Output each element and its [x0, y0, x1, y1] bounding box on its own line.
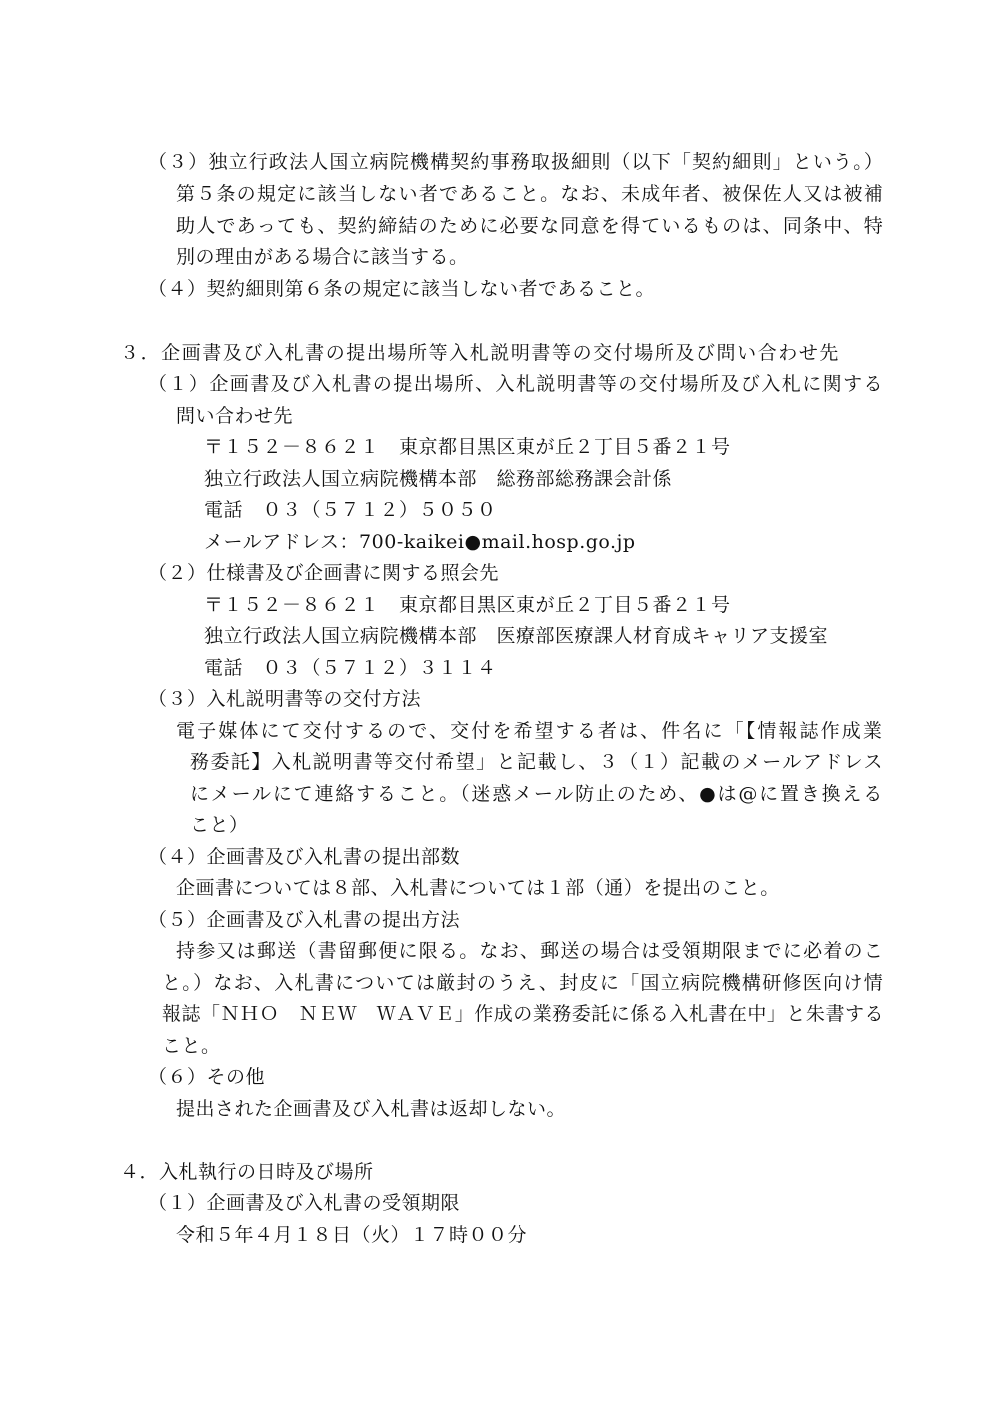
text-line-s3-5-a: 持参又は郵送（書留郵便に限る。なお、郵送の場合は受領期限までに必着のこ	[176, 940, 884, 962]
text-line-s3-6-a: 提出された企画書及び入札書は返却しない。	[176, 1098, 567, 1120]
deadline-line: 令和５年４月１８日（火）１７時００分	[176, 1224, 528, 1246]
text-line-3-3-b: 第５条の規定に該当しない者であること。なお、未成年者、被保佐人又は被補	[176, 183, 884, 205]
text-line-s3-5: （５）企画書及び入札書の提出方法	[148, 909, 461, 931]
text-line-s3-6: （６）その他	[148, 1066, 266, 1088]
text-line-s3-3-b: 務委託】入札説明書等交付希望」と記載し、３（１）記載のメールアドレス	[190, 751, 884, 773]
text-line-s3-3-a: 電子媒体にて交付するので、交付を希望する者は、件名に「【情報誌作成業	[176, 720, 884, 742]
text-line-s3-4: （４）企画書及び入札書の提出部数	[148, 846, 461, 868]
text-line-3-3-a: （３）独立行政法人国立病院機構契約事務取扱細則（以下「契約細則」という。）	[148, 151, 884, 173]
text-line-s3-5-d: こと。	[162, 1035, 221, 1057]
text-line-s3-5-c: 報誌「ＮＨＯ ＮＥＷ ＷＡＶＥ」作成の業務委託に係る入札書在中」と朱書する	[162, 1003, 884, 1025]
phone-line-1: 電話 ０３（５７１２）５０５０	[204, 499, 497, 521]
text-line-3-4: （４）契約細則第６条の規定に該当しない者であること。	[148, 278, 656, 300]
text-line-s3-5-b: と。）なお、入札書については厳封のうえ、封皮に「国立病院機構研修医向け情	[162, 972, 884, 994]
address-line-1: 〒１５２－８６２１ 東京都目黒区東が丘２丁目５番２１号	[204, 436, 731, 458]
text-line-s3-1-a: （１）企画書及び入札書の提出場所、入札説明書等の交付場所及び入札に関する	[148, 373, 884, 395]
section-3-heading: ３．企画書及び入札書の提出場所等入札説明書等の交付場所及び問い合わせ先	[120, 342, 840, 364]
address-line-2: 〒１５２－８６２１ 東京都目黒区東が丘２丁目５番２１号	[204, 594, 731, 616]
text-line-s3-2: （２）仕様書及び企画書に関する照会先	[148, 562, 500, 584]
section-4-heading: ４．入札執行の日時及び場所	[120, 1161, 374, 1183]
text-line-3-3-c: 助人であっても、契約締結のために必要な同意を得ているものは、同条中、特	[176, 215, 884, 237]
email-line: メールアドレス：700-kaikei●mail.hosp.go.jp	[204, 531, 636, 553]
phone-line-2: 電話 ０３（５７１２）３１１４	[204, 657, 497, 679]
text-line-s3-3-d: こと）	[190, 814, 249, 836]
text-line-s3-3-c: にメールにて連絡すること。（迷惑メール防止のため、●は@に置き換える	[190, 783, 884, 805]
text-line-s3-3: （３）入札説明書等の交付方法	[148, 688, 422, 710]
text-line-3-3-d: 別の理由がある場合に該当する。	[176, 246, 469, 268]
text-line-s3-1-b: 問い合わせ先	[176, 405, 294, 427]
text-line-s3-4-a: 企画書については８部、入札書については１部（通）を提出のこと。	[176, 877, 780, 899]
organization-line-2: 独立行政法人国立病院機構本部 医療部医療課人材育成キャリア支援室	[204, 625, 829, 647]
text-line-s4-1: （１）企画書及び入札書の受領期限	[148, 1192, 461, 1214]
organization-line-1: 独立行政法人国立病院機構本部 総務部総務課会計係	[204, 468, 673, 490]
